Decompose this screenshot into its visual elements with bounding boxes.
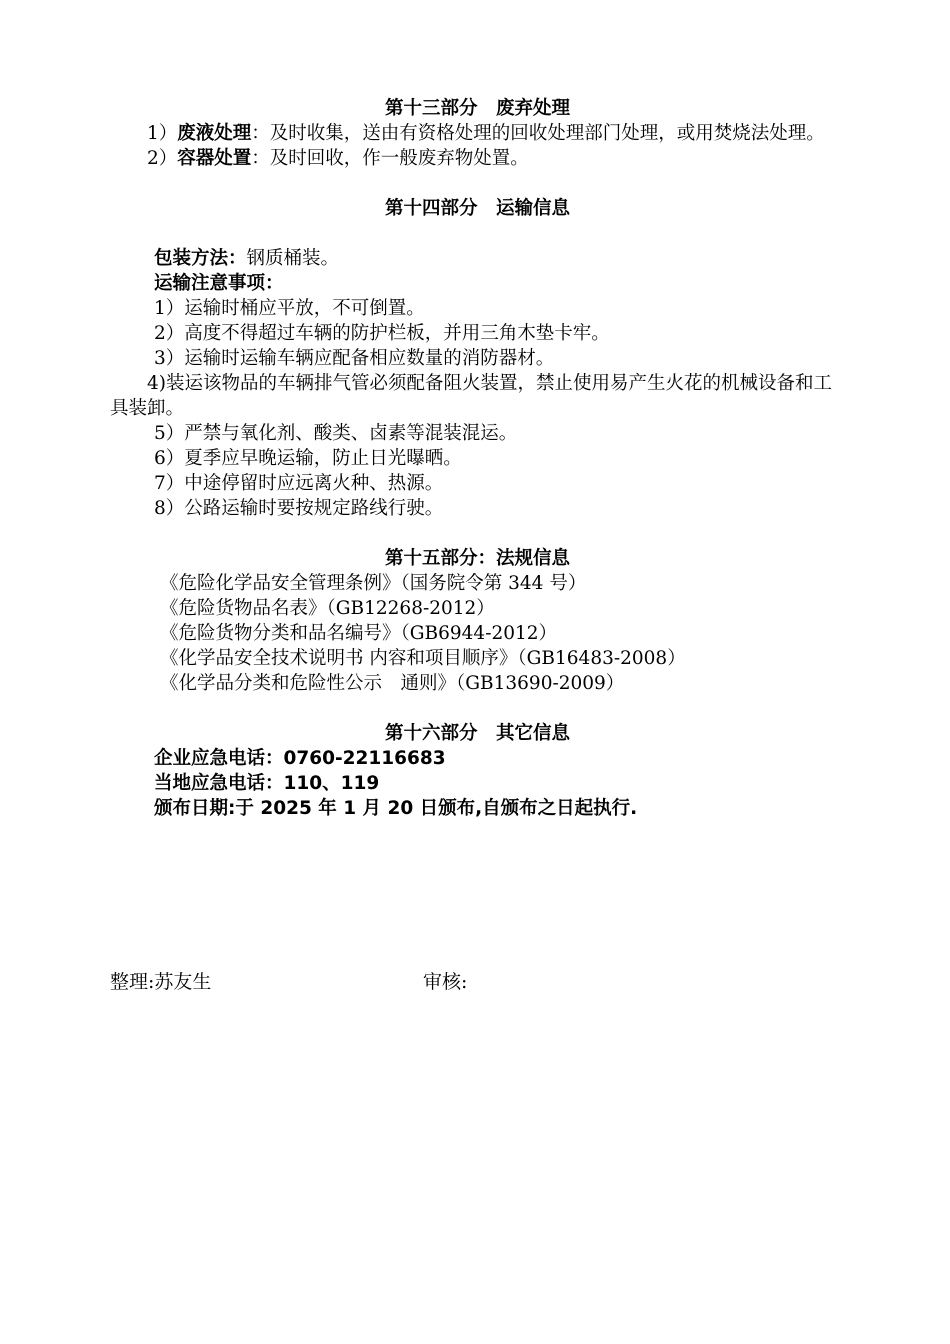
section14-packing xyxy=(110,246,845,271)
section13-item1 xyxy=(110,121,845,146)
section13-item2-label: 容器处置 xyxy=(177,148,252,169)
section13-item2 xyxy=(110,146,845,171)
spacer xyxy=(110,171,845,196)
transport-note-4: 4)装运该物品的车辆排气管必须配备阻火装置，禁止使用易产生火花的机械设备和工具装卸。 xyxy=(110,373,832,419)
transport-note-5: 5）严禁与氧化剂、酸类、卤素等混装混运。 xyxy=(154,423,518,444)
section15-title: 第十五部分：法规信息 xyxy=(384,548,570,569)
section14-packing-label: 包装方法： xyxy=(154,248,247,269)
signature-row xyxy=(110,970,845,995)
transport-note-7: 7）中途停留时应远离火种、热源。 xyxy=(154,473,444,494)
document-body xyxy=(110,96,845,821)
spacer xyxy=(110,221,845,246)
transport-note-6: 6）夏季应早晚运输，防止日光曝晒。 xyxy=(154,448,462,469)
section14-notes-label xyxy=(110,271,845,296)
regulation-ref-2: 《危险货物品名表》（GB12268-2012） xyxy=(160,598,495,619)
compiled-by: 整理:苏友生 xyxy=(110,971,212,993)
regulation-ref-4: 《化学品安全技术说明书 内容和项目顺序》（GB16483-2008） xyxy=(160,648,686,669)
regulation-ref-5: 《化学品分类和危险性公示 通则》（GB13690-2009） xyxy=(160,673,625,694)
section13-item2-num: 2） xyxy=(147,148,178,169)
section14-notes-label-text: 运输注意事项： xyxy=(154,273,284,294)
transport-note-3: 3）运输时运输车辆应配备相应数量的消防器材。 xyxy=(154,348,555,369)
spacer xyxy=(110,696,845,721)
transport-note-8: 8）公路运输时要按规定路线行驶。 xyxy=(154,498,444,519)
section13-item1-label: 废液处理 xyxy=(177,123,252,144)
company-emergency-phone: 企业应急电话：0760-22116683 xyxy=(154,748,446,769)
section16-title: 第十六部分 其它信息 xyxy=(384,723,570,744)
section13-item1-num: 1） xyxy=(147,123,178,144)
section13-title: 第十三部分 废弃处理 xyxy=(384,98,570,119)
regulation-ref-1: 《危险化学品安全管理条例》（国务院令第 344 号） xyxy=(160,573,587,594)
section13-item1-text: ：及时收集，送由有资格处理的回收处理部门处理，或用焚烧法处理。 xyxy=(251,123,825,144)
section13-item2-text: ：及时回收，作一般废弃物处置。 xyxy=(251,148,529,169)
local-emergency-phone: 当地应急电话：110、119 xyxy=(154,773,380,794)
section14-packing-text: 钢质桶装。 xyxy=(246,248,340,269)
regulation-ref-3: 《危险货物分类和品名编号》（GB6944-2012） xyxy=(160,623,558,644)
issue-date: 颁布日期:于 2025 年 1 月 20 日颁布,自颁布之日起执行. xyxy=(154,798,638,819)
transport-note-2: 2）高度不得超过车辆的防护栏板，并用三角木垫卡牢。 xyxy=(154,323,610,344)
spacer xyxy=(110,521,845,546)
transport-note-1: 1）运输时桶应平放，不可倒置。 xyxy=(154,298,425,319)
section14-title: 第十四部分 运输信息 xyxy=(384,198,570,219)
reviewed-by: 审核: xyxy=(423,971,468,993)
